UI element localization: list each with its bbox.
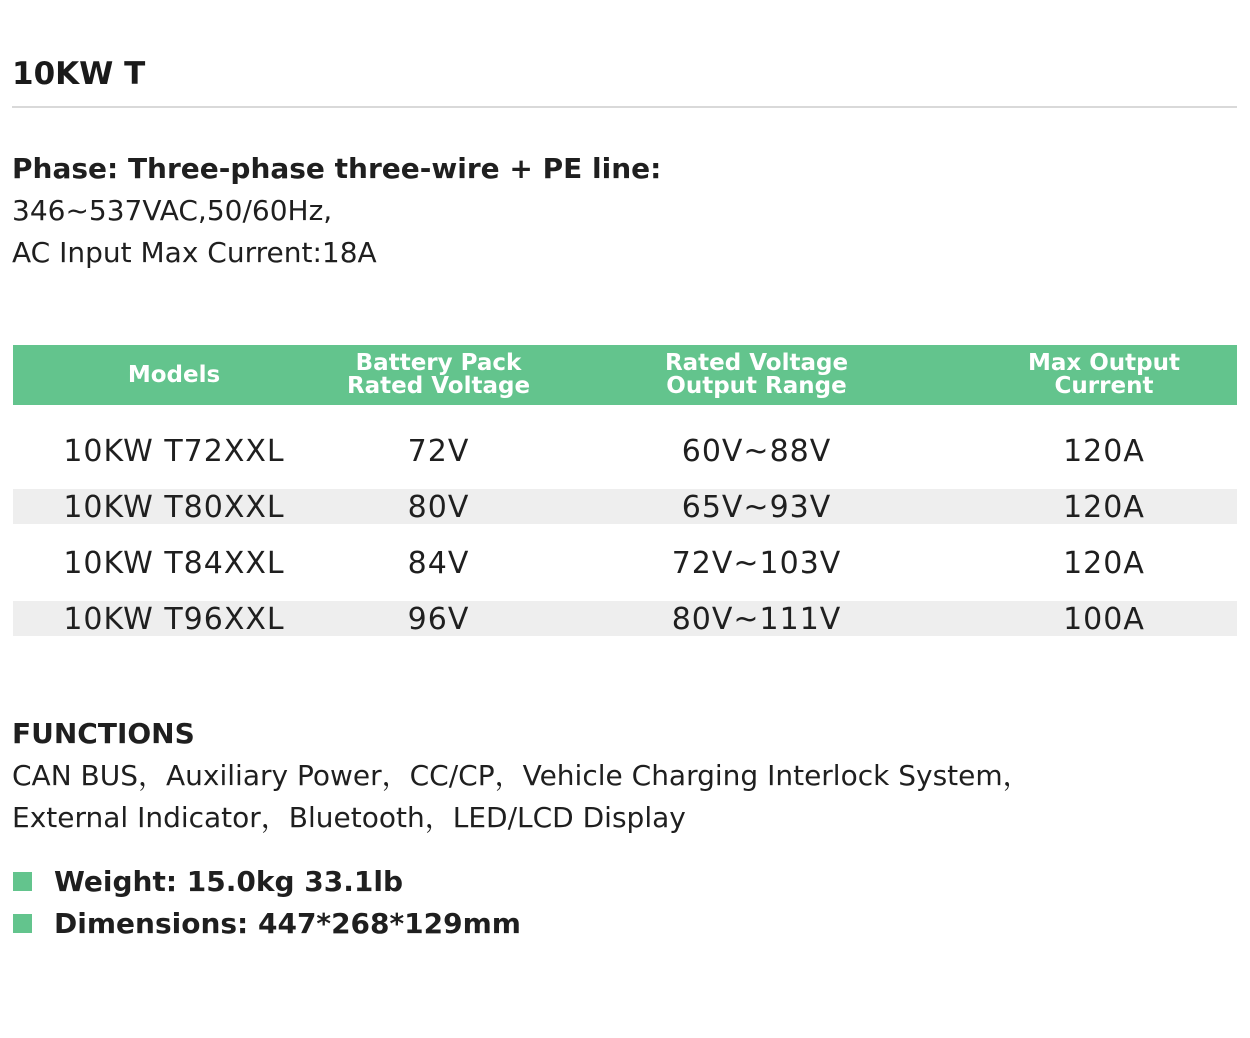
header-battery-pack-rated-voltage [335,345,542,405]
phase-section [12,148,1012,274]
cell-max-current: 120A [1063,545,1145,581]
table-spacer [13,405,1237,423]
cell-model: 10KW T96XXL [13,591,335,647]
functions-line: External Indicator，Bluetooth，LED/LCD Display [12,801,686,834]
table-row [13,479,1237,535]
cell-model: 10KW T80XXL [13,479,335,535]
cell-model: 10KW T84XXL [63,545,285,581]
table-header-row [13,345,1237,405]
header-models-line: Models [127,361,221,388]
model-spec-table [13,345,1237,647]
phase-line-current: AC Input Max Current:18A [12,236,377,269]
header-line: Max Output [1027,350,1180,376]
functions-section [12,713,1232,839]
functions-heading: FUNCTIONS [12,717,195,750]
dimensions-item [13,902,521,944]
cell-output-range: 65V~93V [542,479,971,535]
phase-line-voltage: 346~537VAC,50/60Hz, [12,194,333,227]
cell-model: 10KW T72XXL [63,433,285,469]
phase-heading: Phase: Three-phase three-wire + PE line: [12,152,662,185]
cell-battery-voltage: 96V [335,591,542,647]
title-divider [12,106,1237,108]
spec-bullet-list [13,860,521,944]
square-bullet-icon [13,872,32,891]
table-row [13,535,1237,591]
table-row [13,423,1237,479]
header-line: Output Range [666,373,847,399]
functions-line: CAN BUS，Auxiliary Power，CC/CP，Vehicle Charging Interlock System， [12,759,1031,792]
table-row [13,591,1237,647]
header-line: Battery Pack [355,350,522,376]
cell-battery-voltage: 84V [407,545,470,581]
cell-max-current: 100A [971,591,1237,647]
header-line: Rated Voltage [664,350,849,376]
cell-output-range: 60V~88V [681,433,832,469]
header-rated-voltage-output-range [542,345,971,405]
cell-max-current: 120A [1063,433,1145,469]
page-title: 10KW T [12,56,146,92]
square-bullet-icon [13,914,32,933]
dimensions-text: Dimensions: 447*268*129mm [54,906,521,940]
cell-battery-voltage: 72V [407,433,470,469]
weight-item [13,860,521,902]
cell-output-range: 72V~103V [671,545,842,581]
cell-output-range: 80V~111V [542,591,971,647]
header-max-output-current [971,345,1237,405]
weight-text: Weight: 15.0kg 33.1lb [54,864,404,898]
cell-battery-voltage: 80V [335,479,542,535]
header-line: Current [1054,373,1154,399]
cell-max-current: 120A [971,479,1237,535]
header-line: Rated Voltage [346,373,531,399]
header-models [13,345,335,405]
